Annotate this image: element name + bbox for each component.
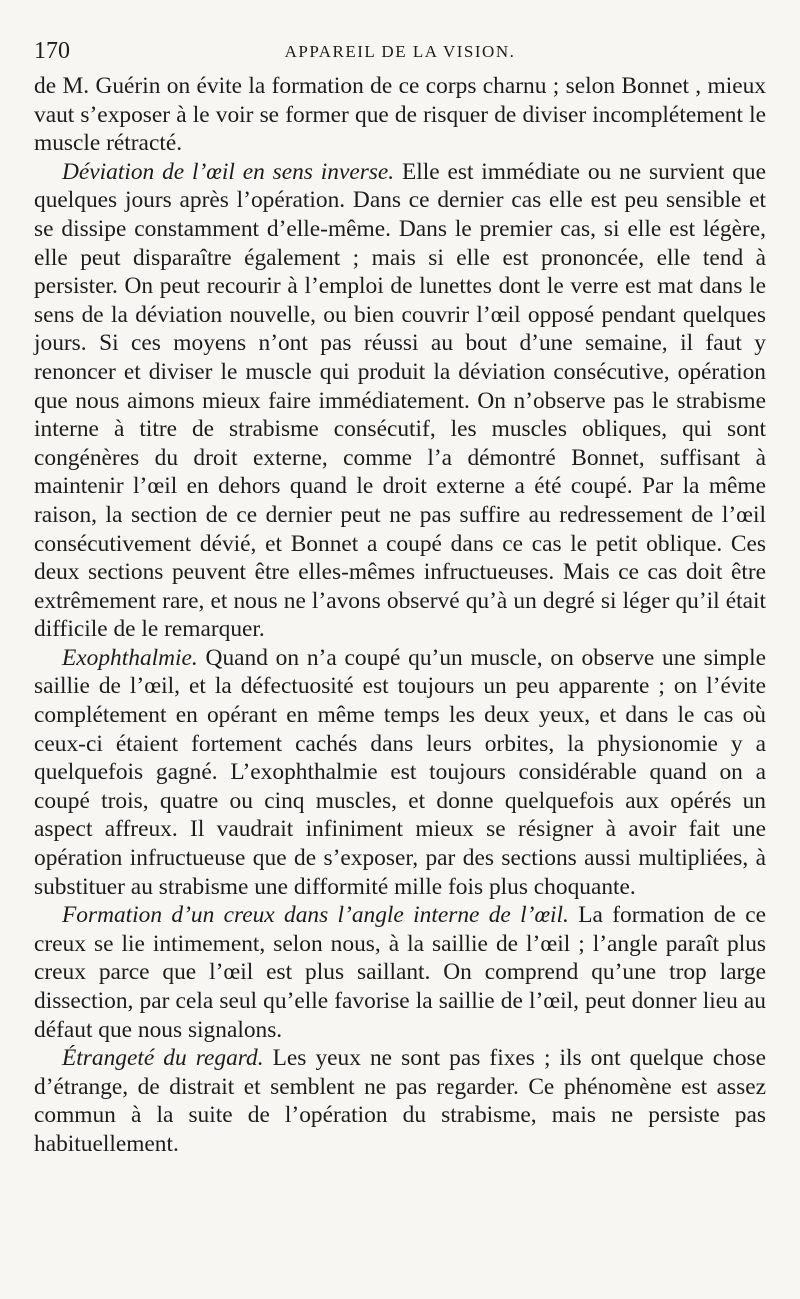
paragraph-text: Elle est immédiate ou ne survient que quelques jours après l’opération. Dans ce dernier cas elle est peu sensible et se dissipe constamment d’elle-même. Dans le premier cas, si elle est légère, elle peut disparaître également ; mais si elle est prononcée, elle tend à persister. On peut recourir à l’emploi de lunettes dont le verre est mat dans le sens de la déviation nouvelle, ou bien couvrir l’œil opposé pendant quelques jours. Si ces moyens n’ont pas réussi au bout d’une semaine, il faut y renoncer et diviser le muscle qui produit la déviation consécutive, opération que nous aimons mieux faire immédiatement. On n’observe pas le strabisme interne à titre de strabisme consécutif, les muscles obliques, qui sont congénères du droit externe, comme l’a démontré Bonnet, suffisant à maintenir l’œil en dehors quand le droit externe a été coupé. Par la même raison, la section de ce dernier peut ne pas suffire au redressement de l’œil consécutivement dévié, et Bonnet a coupé dans ce cas le petit oblique. Ces deux sections peuvent être elles-mêmes infructueuses. Mais ce cas doit être extrêmement rare, et nous ne l’avons observé qu’à un degré si léger qu’il était difficile de le remarquer. bbox=[34, 158, 766, 643]
section-heading: Déviation de l’œil en sens inverse. bbox=[62, 158, 395, 185]
paragraph-text: Quand on n’a coupé qu’un muscle, on observe une simple saillie de l’œil, et la défectuosité est toujours un peu apparente ; on l’évite complétement en opérant en même temps les deux yeux, et dans le cas où ceux-ci étaient fortement cachés dans leurs orbites, la physionomie y a quelquefois gagné. L’exophthalmie est toujours considérable quand on a coupé trois, quatre ou cinq muscles, et donne quelquefois aux opérés un aspect affreux. Il vaudrait infiniment mieux se résigner à avoir fait une opération infructueuse que de s’exposer, par des sections aussi multipliées, à substituer au strabisme une difformité mille fois plus choquante. bbox=[34, 644, 766, 900]
paragraph-exophthalmie bbox=[34, 644, 766, 901]
body-text bbox=[34, 72, 766, 1159]
paragraph-continuation bbox=[34, 72, 766, 158]
page-header bbox=[34, 36, 766, 66]
section-heading: Étrangeté du regard. bbox=[62, 1045, 264, 1072]
paragraph-etrangete bbox=[34, 1044, 766, 1158]
section-heading: Exophthalmie. bbox=[62, 644, 198, 671]
page-number: 170 bbox=[34, 38, 70, 64]
running-title: APPAREIL DE LA VISION. bbox=[284, 42, 516, 61]
paragraph-text: Les yeux ne sont pas fixes ; ils ont quelque chose d’étrange, de distrait et semblent ne pas regarder. Ce phénomène est assez commun à la suite de l’opération du strabisme, mais ne persiste pas habituellement. bbox=[34, 1045, 766, 1157]
paragraph-text: La formation de ce creux se lie intimement, selon nous, à la saillie de l’œil ; l’angle paraît plus creux parce que l’œil est plus saillant. On comprend qu’une trop large dissection, par cela seul qu’elle favorise la saillie de l’œil, peut donner lieu au défaut que nous signalons. bbox=[34, 902, 766, 1043]
paragraph-deviation bbox=[34, 158, 766, 644]
section-heading: Formation d’un creux dans l’angle interne de l’œil. bbox=[62, 902, 569, 929]
paragraph-creux bbox=[34, 901, 766, 1044]
paragraph-text: de M. Guérin on évite la formation de ce corps charnu ; selon Bonnet , mieux vaut s’exposer à le voir se former que de risquer de diviser incomplétement le muscle rétracté. bbox=[34, 73, 766, 157]
